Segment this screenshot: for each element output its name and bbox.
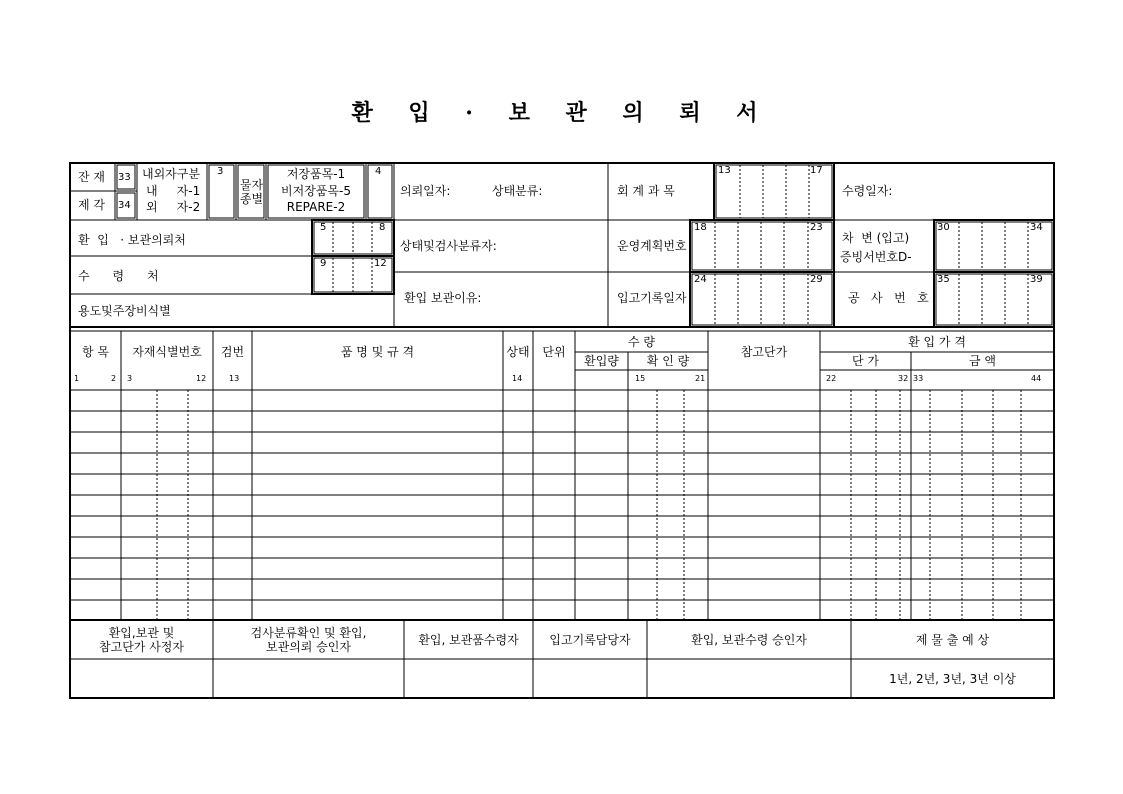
- col-name-spec: 품 명 및 규 격: [340, 345, 415, 359]
- usage-identifier-label: 용도및주장비식별: [78, 304, 171, 318]
- code-29: 29: [810, 274, 823, 285]
- code-33: 33: [118, 172, 131, 183]
- inout-domestic: 내 자-1: [146, 184, 201, 198]
- col-ref-price: 참고단가: [740, 345, 788, 359]
- form-title: 환 입 · 보 관 의 뢰 서: [351, 100, 772, 126]
- col-confirm-qty: 확 인 량: [646, 354, 690, 368]
- voucher-no-label: 증빙서번호D-: [840, 250, 912, 264]
- jan-jae-label: 잔 재: [78, 170, 105, 184]
- return-reason-label: 환입 보관이유:: [404, 291, 482, 305]
- col-quantity: 수 량: [628, 335, 655, 349]
- colnum-21: 21: [695, 374, 706, 383]
- colnum-13: 13: [229, 374, 240, 383]
- material-type-label: 물자 종별: [239, 178, 264, 206]
- col-check-no: 검번: [220, 345, 245, 359]
- operation-plan-label: 운영계획번호: [617, 239, 687, 253]
- status-inspection-label: 상태및검사분류자:: [400, 239, 497, 253]
- code-5: 5: [320, 222, 327, 233]
- inout-foreign: 외 자-2: [146, 200, 201, 214]
- code-9: 9: [320, 258, 327, 269]
- code-34: 34: [118, 200, 131, 211]
- colnum-22: 22: [826, 374, 837, 383]
- footer-disposal-options: 1년, 2년, 3년, 3년 이상: [889, 672, 1016, 686]
- repare-item: REPARE-2: [286, 200, 346, 214]
- col-material-id: 자재식별번호: [132, 345, 202, 359]
- footer-disposal-schedule: 제 물 출 예 상: [915, 633, 990, 647]
- code-3: 3: [217, 166, 224, 177]
- code-30: 30: [937, 222, 950, 233]
- col-status: 상태: [506, 345, 530, 359]
- code-17: 17: [810, 165, 823, 176]
- col-item: 항 목: [82, 345, 109, 359]
- stock-record-date-label: 입고기록일자: [617, 291, 687, 305]
- col-unit-price: 단 가: [852, 354, 879, 368]
- colnum-32: 32: [898, 374, 909, 383]
- code-12: 12: [374, 258, 387, 269]
- request-date-label: 의뢰일자:: [400, 184, 451, 198]
- construction-no-label: 공 사 번 호: [848, 291, 929, 305]
- nonstorage-item: 비저장품목-5: [281, 184, 351, 198]
- footer-return-receipt-approver: 환입, 보관수령 승인자: [691, 633, 807, 647]
- code-34b: 34: [1030, 222, 1043, 233]
- code-18: 18: [694, 222, 707, 233]
- code-8: 8: [379, 222, 386, 233]
- code-39: 39: [1030, 274, 1043, 285]
- debit-entry-label: 차 변 (입고): [842, 231, 910, 245]
- col-unit: 단위: [542, 345, 566, 359]
- colnum-12: 12: [196, 374, 207, 383]
- col-amount: 금 액: [969, 354, 996, 368]
- code-24: 24: [694, 274, 707, 285]
- code-13: 13: [718, 165, 731, 176]
- colnum-1: 1: [74, 374, 80, 383]
- footer-return-item-receiver: 환입, 보관품수령자: [418, 633, 519, 647]
- code-4: 4: [375, 166, 382, 177]
- receiver-label: 수 령 처: [78, 269, 159, 283]
- return-storage-requester-label: 환 입 · 보관의뢰처: [78, 233, 186, 247]
- footer-approver-inspection: 검사분류확인 및 환입, 보관의뢰 승인자: [250, 626, 367, 654]
- status-class-label: 상태분류:: [492, 184, 543, 198]
- account-item-label: 회 계 과 목: [617, 184, 675, 198]
- colnum-14: 14: [512, 374, 523, 383]
- colnum-44: 44: [1031, 374, 1042, 383]
- colnum-2: 2: [111, 374, 117, 383]
- storage-item: 저장품목-1: [286, 167, 346, 181]
- colnum-3: 3: [127, 374, 133, 383]
- footer-ref-price-reviewer: 환입,보관 및 참고단가 사정자: [99, 626, 184, 654]
- footer-stock-record-manager: 입고기록담당자: [549, 633, 631, 647]
- code-23: 23: [810, 222, 823, 233]
- receipt-date-label: 수령일자:: [842, 184, 893, 198]
- inout-class-label: 내외자구분: [142, 167, 200, 181]
- col-return-qty: 환입량: [584, 354, 619, 368]
- colnum-15: 15: [635, 374, 646, 383]
- je-gak-label: 제 각: [78, 198, 105, 212]
- colnum-33: 33: [913, 374, 924, 383]
- code-35: 35: [937, 274, 950, 285]
- col-return-price: 환 입 가 격: [908, 335, 966, 349]
